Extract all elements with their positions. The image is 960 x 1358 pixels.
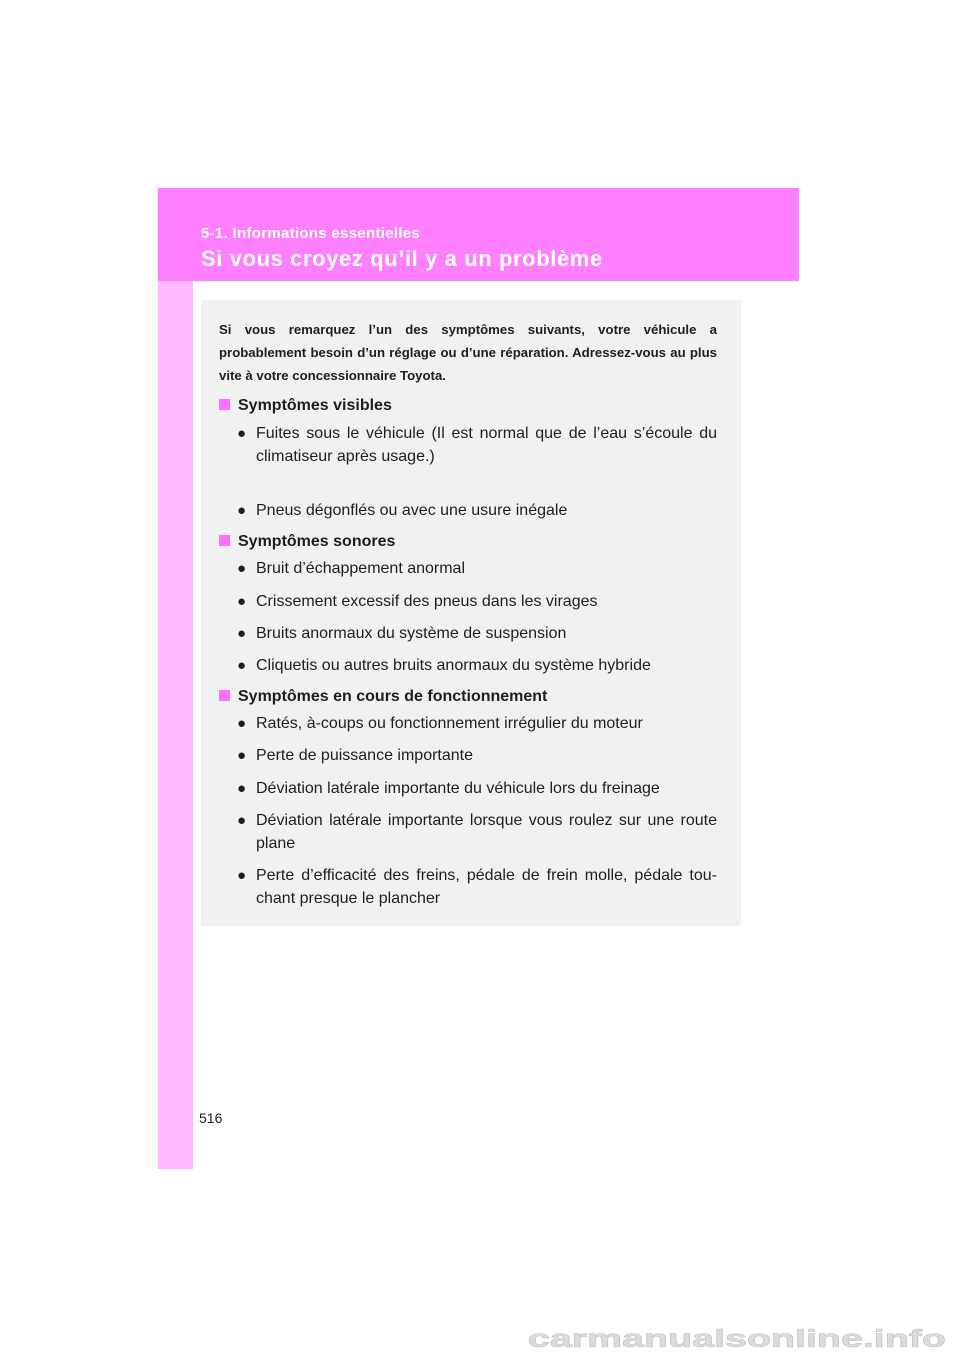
bullet-icon: ● <box>237 593 247 610</box>
list-item <box>237 744 717 767</box>
intro-text: Si vous remarquez l’un des symptômes suivants, votre véhicule a probablement besoin d’un réglage ou d’une réparation. Adressez-vous au plus vite à votre concessionnaire Toyota. <box>219 322 717 383</box>
list-item-text: Déviation latérale importante du véhicule lors du freinage <box>256 780 660 797</box>
list-item-text: Déviation latérale importante lorsque vous roulez sur une route plane <box>256 812 717 852</box>
bullet-icon: ● <box>237 502 247 519</box>
section-heading-text: Symptômes visibles <box>238 397 392 414</box>
bullet-icon: ● <box>237 867 247 884</box>
svg-text:carmanualsonline.info: carmanualsonline.info <box>528 1325 946 1353</box>
section-label: 5-1. Informations essentielles <box>201 225 421 242</box>
section-heading-operation <box>219 688 547 706</box>
list-item-text: Bruits anormaux du système de suspension <box>256 625 567 642</box>
watermark <box>528 1325 948 1353</box>
list-item-text: Perte d’efficacité des freins, pédale de frein molle, pédale tou-chant presque le plancher <box>256 867 717 907</box>
intro-paragraph <box>219 318 717 387</box>
page-number: 516 <box>199 1110 223 1126</box>
square-bullet-icon <box>219 690 230 701</box>
watermark-logo-icon <box>528 1325 948 1353</box>
bullet-icon: ● <box>237 812 247 829</box>
square-bullet-icon <box>219 535 230 546</box>
list-item <box>237 864 717 910</box>
square-bullet-icon <box>219 399 230 410</box>
list-item-text: Bruit d’échappement anormal <box>256 560 466 577</box>
page-title: Si vous croyez qu’il y a un problème <box>201 246 603 271</box>
list-item <box>237 557 717 580</box>
side-tab-strip <box>158 281 193 1169</box>
list-item <box>237 654 717 677</box>
list-item-text: Perte de puissance importante <box>256 747 474 764</box>
bullet-icon: ● <box>237 560 247 577</box>
bullet-icon: ● <box>237 425 247 442</box>
list-item <box>237 622 717 645</box>
list-item <box>237 499 717 522</box>
list-item-text: Crissement excessif des pneus dans les virages <box>256 593 598 610</box>
list-item <box>237 422 717 468</box>
bullet-icon: ● <box>237 657 247 674</box>
section-heading-text: Symptômes sonores <box>238 533 396 550</box>
list-item <box>237 712 717 735</box>
bullet-icon: ● <box>237 625 247 642</box>
section-heading-visible <box>219 397 392 415</box>
list-item <box>237 809 717 855</box>
list-item-text: Fuites sous le véhicule (Il est normal que de l’eau s’écoule du climatiseur après usage.) <box>256 425 717 465</box>
list-item-text: Cliquetis ou autres bruits anormaux du système hybride <box>256 657 651 674</box>
bullet-icon: ● <box>237 715 247 732</box>
section-heading-text: Symptômes en cours de fonctionnement <box>238 688 548 705</box>
list-item <box>237 590 717 613</box>
list-item-text: Ratés, à-coups ou fonctionnement irrégulier du moteur <box>256 715 643 732</box>
bullet-icon: ● <box>237 780 247 797</box>
bullet-icon: ● <box>237 747 247 764</box>
list-item <box>237 777 717 800</box>
section-heading-sound <box>219 533 395 551</box>
list-item-text: Pneus dégonflés ou avec une usure inégale <box>256 502 568 519</box>
